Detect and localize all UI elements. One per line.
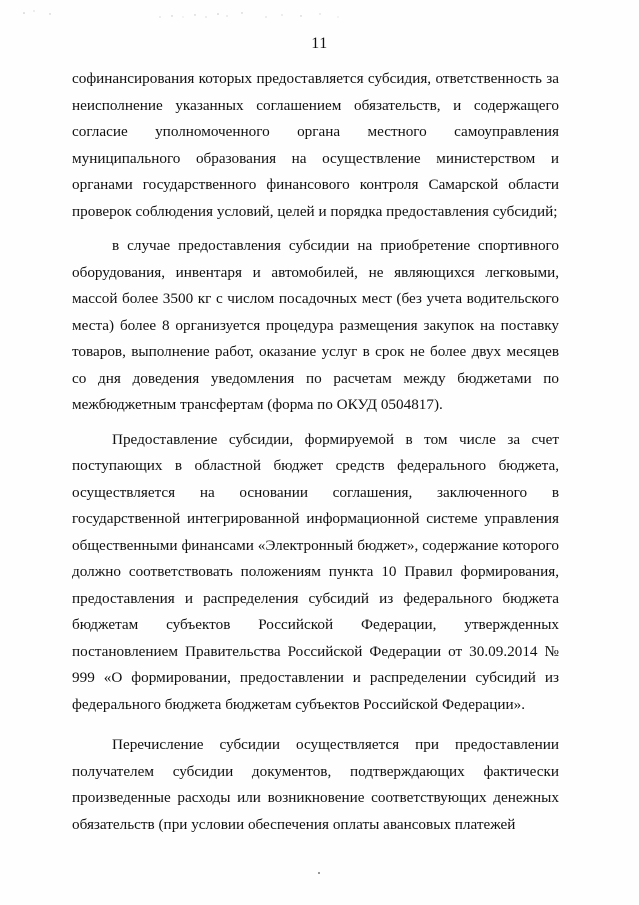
paragraph-4: Перечисление субсидии осуществляется при предоставлении получателем субсидии документов, подтверждающих фактически произведенные расходы или возникновение соответствующих денежных обязательств (при условии обеспечения оплаты авансовых платежей — [72, 736, 559, 833]
paragraph-3: Предоставление субсидии, формируемой в том числе за счет поступающих в областной бюджет средств федерального бюджета, осуществляется на основании соглашения, заключенного в государственной интегрированной информационной системе управления общественными финансами «Электронный бюджет», содержание которого должно соответствовать положениям пункта 10 Правил формирования, предоставления и распределения субсидий из федерального бюджета бюджетам субъектов Российской Федерации, утвержденных постановлением Правительства Российской Федерации от 30.09.2014 № 999 «О формировании, предоставлении и распределении субсидий из федерального бюджета бюджетам субъектов Российской Федерации». — [72, 430, 559, 713]
scan-artifact — [20, 8, 350, 22]
paragraph-2: в случае предоставления субсидии на приобретение спортивного оборудования, инвентаря и автомобилей, не являющихся легковыми, массой более 3500 кг с числом посадочных мест (без учета водительского места) более 8 организуется процедура размещения закупок на поставку товаров, выполнение работ, оказание услуг в срок не более двух месяцев со дня доведения уведомления по расчетам между бюджетами по межбюджетным трансфертам (форма по ОКУД 0504817). — [72, 237, 559, 413]
paragraph-1: софинансирования которых предоставляется субсидия, ответственность за неисполнение указанных соглашением обязательств, и содержащего согласие уполномоченного органа местного самоуправления муниципального образования на осуществление министерством и органами государственного финансового контроля Самарской области проверок соблюдения условий, целей и порядка предоставления субсидий; — [72, 70, 559, 220]
scan-speck — [318, 872, 320, 874]
page-number: 11 — [311, 35, 328, 52]
document-body — [72, 66, 559, 838]
